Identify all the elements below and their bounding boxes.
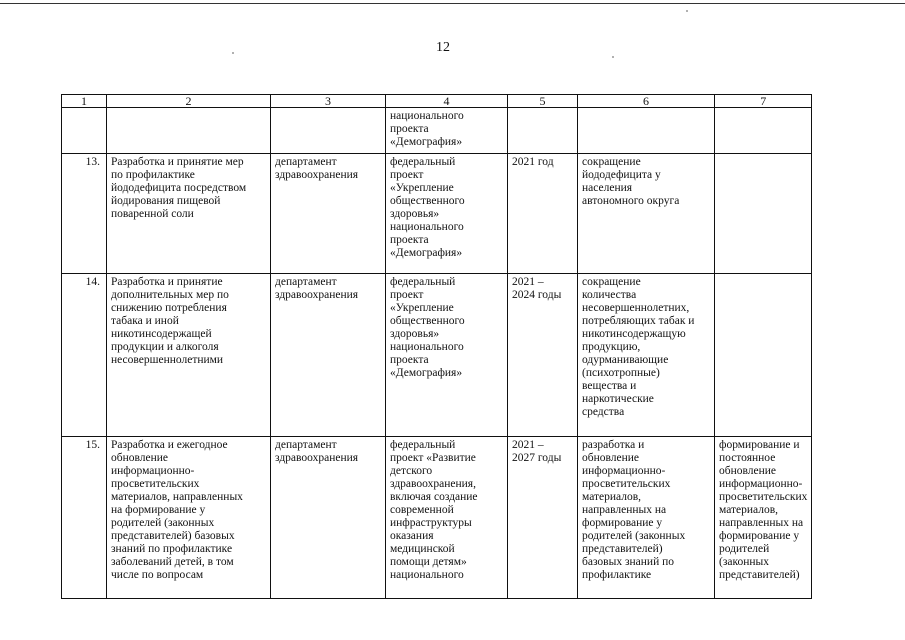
col-header-3: 3 xyxy=(271,95,386,108)
period-cell: 2021 – 2027 годы xyxy=(508,437,578,599)
col-header-1: 1 xyxy=(62,95,107,108)
table-row xyxy=(62,437,812,599)
period-cell xyxy=(508,108,578,154)
col-header-4: 4 xyxy=(386,95,508,108)
project-cell: федеральный проект «Укрепление общественного здоровья» национального проекта «Демография» xyxy=(386,154,508,274)
table-row xyxy=(62,108,812,154)
measures-table xyxy=(61,94,812,599)
result-cell: сокращение количества несовершеннолетних, потребляющих табак и никотинсодержащую продукцию, одурманивающие (психотропные) вещества и наркотические средства xyxy=(578,274,715,437)
project-cell: федеральный проект «Укрепление общественного здоровья» национального проекта «Демография» xyxy=(386,274,508,437)
row-number-cell xyxy=(62,108,107,154)
measure-cell: Разработка и принятие мер по профилактике йододефицита посредством йодирования пищевой поваренной соли xyxy=(107,154,271,274)
col-header-7: 7 xyxy=(715,95,812,108)
result-cell: сокращение йододефицита у населения автономного округа xyxy=(578,154,715,274)
table-row xyxy=(62,154,812,274)
col-header-5: 5 xyxy=(508,95,578,108)
period-cell: 2021 год xyxy=(508,154,578,274)
project-cell: национального проекта «Демография» xyxy=(386,108,508,154)
period-cell: 2021 – 2024 годы xyxy=(508,274,578,437)
col-header-2: 2 xyxy=(107,95,271,108)
scan-speck xyxy=(686,10,688,12)
measure-cell: Разработка и принятие дополнительных мер по снижению потребления табака и иной никотинсодержащей продукции и алкоголя несовершеннолетними xyxy=(107,274,271,437)
result-cell: разработка и обновление информационно- просветительских материалов, направленных на формирование у родителей (законных представителей) базовых знаний по профилактике xyxy=(578,437,715,599)
target-cell xyxy=(715,274,812,437)
top-border-line xyxy=(0,3,905,4)
executor-cell xyxy=(271,108,386,154)
measure-cell: Разработка и ежегодное обновление информационно- просветительских материалов, направленных на формирование у родителей (законных представителей) базовых знаний по профилактике заболеваний детей, в том числе по вопросам xyxy=(107,437,271,599)
target-cell xyxy=(715,154,812,274)
col-header-6: 6 xyxy=(578,95,715,108)
result-cell xyxy=(578,108,715,154)
table-row xyxy=(62,274,812,437)
target-cell xyxy=(715,108,812,154)
executor-cell: департамент здравоохранения xyxy=(271,437,386,599)
measure-cell xyxy=(107,108,271,154)
scan-speck xyxy=(232,52,234,54)
executor-cell: департамент здравоохранения xyxy=(271,274,386,437)
executor-cell: департамент здравоохранения xyxy=(271,154,386,274)
header-row xyxy=(62,95,812,108)
row-number-cell: 15. xyxy=(62,437,107,599)
scan-speck xyxy=(612,56,614,58)
page-number: 12 xyxy=(436,40,450,55)
row-number-cell: 14. xyxy=(62,274,107,437)
row-number-cell: 13. xyxy=(62,154,107,274)
target-cell: формирование и постоянное обновление информационно- просветительских материалов, направленных на формирование у родителей (законных представителей) xyxy=(715,437,812,599)
project-cell: федеральный проект «Развитие детского здравоохранения, включая создание современной инфраструктуры оказания медицинской помощи детям» национального xyxy=(386,437,508,599)
